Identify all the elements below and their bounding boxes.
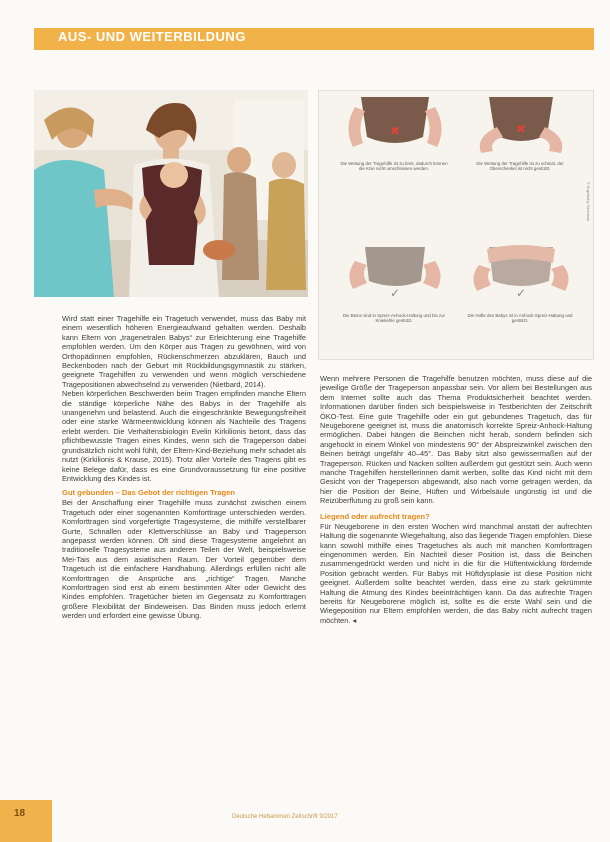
checkmark-icon: ✓ bbox=[389, 286, 401, 300]
paragraph: Wird statt einer Tragehilfe ein Tragetuch verwendet, muss das Baby mit einem wesentlich höheren Energieaufwand gehalten werden. Deshalb kann Eltern von „tragenetralen Babys“ zur Erleichterung eine Tragehilfe empfohlen werden. Um den Körper aus Tragen zu gewöhnen, wird von Orthopädinnen empfohlen, Rückenschmerzen abzuklären, Bauch und Beckenboden nach der Geburt mit Rückbildungsgymnastik zu stärken, geeignete Tragehilfen zu verwenden und wenn möglich verschiedene Tragepositionen abwechselnd zu verwenden (Nietbard, 2014). bbox=[62, 314, 306, 389]
figure-caption: Die Weitung der Tragehilfe ist zu breit, dadurch können die Knie nicht umschlossen werden. bbox=[340, 161, 448, 172]
x-mark-icon: ✖ bbox=[515, 122, 527, 136]
paragraph: Bei der Anschaffung einer Tragehilfe muss zunächst zwischen einem Tragetuch oder einer sogenannten Komforttrage unterschieden werden. Komforttragen sind vorgefertigte Tragesysteme, die mithilfe verstellbarer Gurte, Schnallen oder Klettverschlüsse an Baby und Trageperson angepasst werden können. Oft sind diese Tragesysteme angelehnt an traditionelle Tragesysteme aus anderen Teilen der Welt, beispielsweise Mei-Tais aus dem asiatischen Raum. Der Vorteil gegenüber dem Tragetuch ist die einfachere Handhabung. Allerdings erfüllen nicht alle Komforttragen die Ansprüche ans „richtige“ Tragen. Manche Komforttragen sind erst ab einem bestimmten Alter oder Gewicht des Kindes empfohlen. Tragetücher bieten im Gegensatz zu Komforttragen größere Flexibilität der Bindeweisen. Das Binden muss jedoch erlernt werden und erfordert eine gewisse Übung. bbox=[62, 498, 306, 621]
x-mark-icon: ✖ bbox=[389, 124, 401, 138]
paragraph: Wenn mehrere Personen die Tragehilfe benutzen möchten, muss diese auf die jeweilige Größe der Trageperson anpassbar sein. Vor allem bei Bestellungen aus dem Internet sollte auch das Thema Produktsicherheit beachtet werden. Informationen darüber finden sich beispielsweise in Testberichten der Zeitschrift ÖKO-Test. Eine gute Tragehilfe oder ein gut gebundenes Tragetuch, das für Neugeborene geeignet ist, muss die anatomisch korrekte Spreiz-Anhock-Haltung ermöglichen. Dabei hängen die Beinchen nicht herab, sondern befinden sich angehockt in einem Winkel von mindestens 90° der Abspreizwinkel zwischen den Beinen beträgt ungefähr 40–45°. Das Baby sitzt also gewissermaßen auf der Trageperson. Rücken und Nacken sollten außerdem gut gestützt sein. Auch wenn manche Tragehilfen herstellerinnen damit werben, sollte das Kind nicht mit dem Gesicht von der Trageperson abgewandt, also nach vorne getragen werden, da hier die Position der Beine, Hüften und Wirbelsäule ungünstig ist und die Reizüberflutung zu groß sein kann. bbox=[320, 374, 592, 506]
babywearing-photo bbox=[34, 90, 308, 297]
diagram-correct-left bbox=[341, 241, 449, 301]
carrier-position-figure bbox=[318, 90, 594, 360]
checkmark-icon: ✓ bbox=[515, 286, 527, 300]
left-column bbox=[62, 314, 306, 621]
section-title: AUS- UND WEITERBILDUNG bbox=[58, 29, 246, 44]
diagram-too-wide bbox=[341, 97, 449, 157]
subheading: Gut gebunden – Das Gebot der richtigen Tragen bbox=[62, 488, 235, 498]
page-number-box bbox=[0, 800, 52, 842]
figure-caption: Die Weitung der Tragehilfe ist zu schmal, der Oberschenkel ist nicht gestützt. bbox=[476, 161, 564, 172]
paragraph: Neben körperlichen Beschwerden beim Tragen empfinden manche Eltern die ständige körperliche Nähe des Babys in der Tragehilfe als unangenehm und belastend. Auch die eingeschränkte Bewegungsfreiheit oder eine starke Wärmeentwicklung können als Nachteile des Tragens erlebt werden. Die Verhaltensbiologin Evelin Kirkilionis betont, dass das pflichtbewusste Tragen eines Kindes, wenn sich die Trageperson dabei grundsätzlich nicht wohl fühlt, der Eltern-Kind-Beziehung mehr schadet als nutzt (Kirkilionis & Krause, 2015). Trotz aller Vorteile des Tragens gibt es keine Belege dafür, dass es eine Grundvoraussetzung für eine positive Entwicklung des Kindes ist. bbox=[62, 389, 306, 483]
diagram-correct-right bbox=[467, 241, 575, 301]
footer-publication: Deutsche Hebammen Zeitschrift 9/2017 bbox=[232, 814, 338, 820]
figure-caption: Die Hüfte des Babys ist in Anhock-Spreiz-Haltung und gestützt. bbox=[467, 313, 573, 324]
figure-caption: Die Beine sind in Spreiz-Anhock-Haltung und bis zur Kniekehle gestützt. bbox=[342, 313, 445, 324]
figure-credit: © ErgoBaby Germany bbox=[586, 181, 591, 221]
page-number: 18 bbox=[14, 808, 26, 819]
paragraph: Für Neugeborene in den ersten Wochen wird manchmal anstatt der aufrechten Haltung die sogenannte Wiegehaltung, also das liegende Tragen empfohlen. Diese kann sowohl mithilfe eines Tragetuches als auch mit manchen Komforttragen eingenommen werden. Ein Nachteil dieser Position ist, dass die Beinchen zusammengedrückt werden und nicht in die für die Hüftentwicklung fördernde Position gebracht werden. Für Babys mit Hüftdysplasie ist diese Position nicht geeignet. Außerdem sollte beachtet werden, dass eine zu stark gekrümmte Haltung die Atmung des Kindes beeinträchtigen kann. Da das aufrechte Tragen bereits für Neugeborene möglich ist, sollte es die erste Wahl sein und die Wiegeposition nur Eltern empfohlen werden, die das Baby nicht aufrecht tragen möchten. ◂ bbox=[320, 521, 592, 625]
right-column bbox=[320, 374, 592, 625]
diagram-too-narrow bbox=[467, 97, 575, 157]
subheading: Liegend oder aufrecht tragen? bbox=[320, 511, 430, 521]
